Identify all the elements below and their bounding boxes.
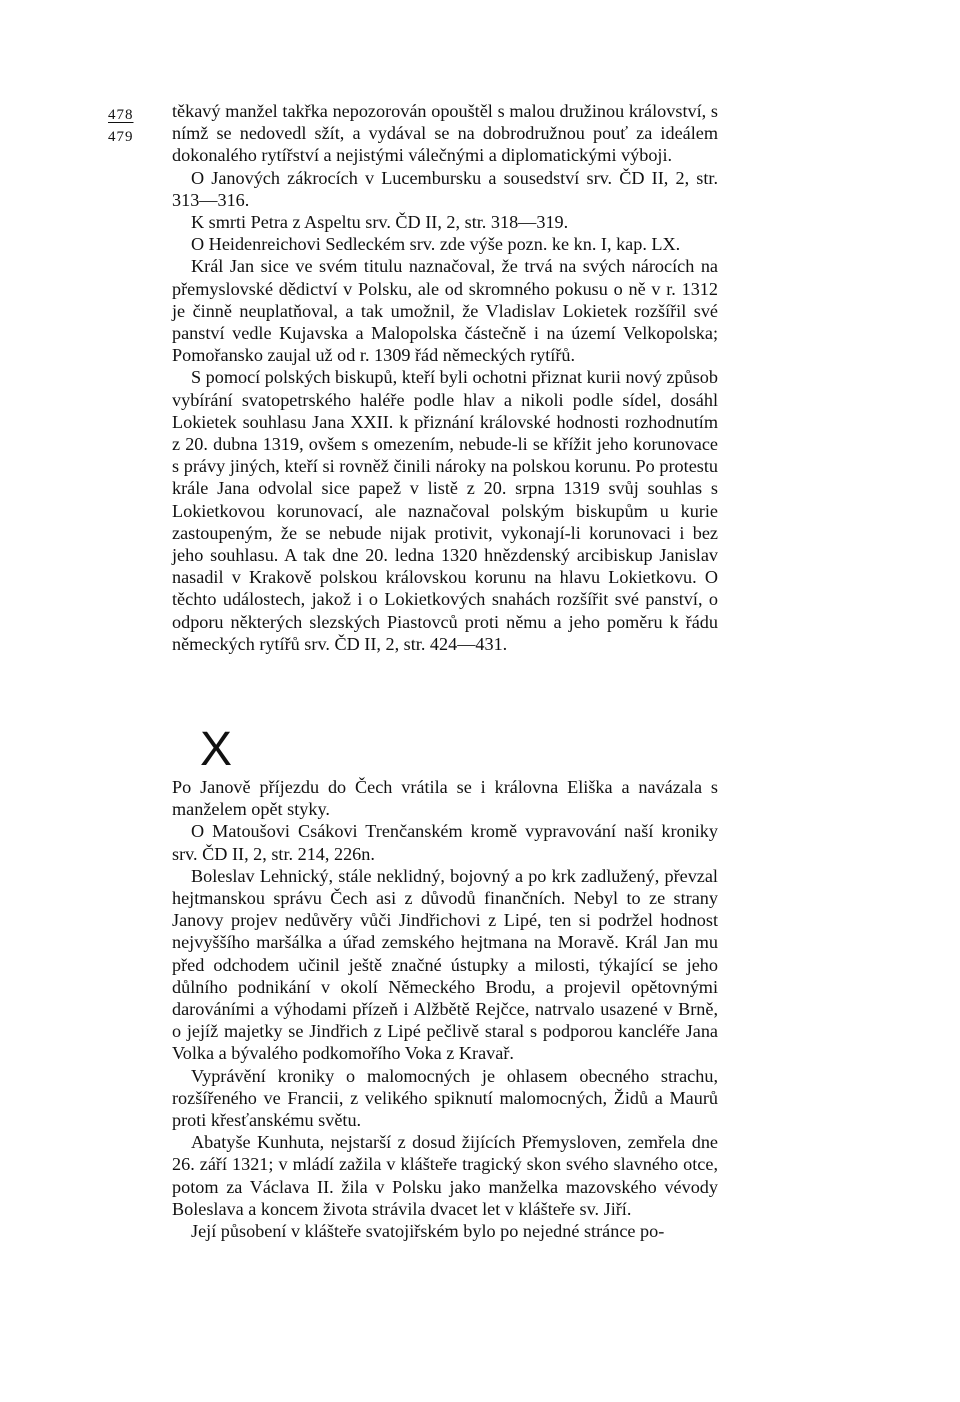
paragraph: Král Jan sice ve svém titulu naznačoval, že trvá na svých nárocích na přemyslovské dědictví v Polsku, ale od skromného pokusu o ně v r. 1312 je činně neuplatňoval, a tak umožnil, že Vladislav Lokietek rozšířil své panství vedle Kujavska a Malopolska částečně i na území Velkopolska; Pomořansko zaujal už od r. 1309 řád německých rytířů. xyxy=(172,256,718,366)
chapter-notes-text-block xyxy=(172,776,718,1242)
paragraph: těkavý manžel takřka nepozorován opouštěl s malou družinou království, s nímž se nedovedl sžít, a vydával se na dobrodružnou pouť za ideálem dokonalého rytířství a nejistými válečnými a diplomatickými výboji. xyxy=(172,101,718,166)
paragraph: Vyprávění kroniky o malomocných je ohlasem obecného strachu, rozšířeného ve Francii, z velikého spiknutí malomocných, Židů a Maurů proti křesťanskému světu. xyxy=(172,1065,718,1131)
margin-page-number-top: 478 xyxy=(108,107,134,123)
paragraph: O Janových zákrocích v Lucembursku a sousedství srv. ČD II, 2, str. 313—316. xyxy=(172,167,718,210)
paragraph: O Heidenreichovi Sedleckém srv. zde výše pozn. ke kn. I, kap. LX. xyxy=(191,234,681,255)
chapter-heading: X xyxy=(200,723,233,776)
paragraph: Boleslav Lehnický, stále neklidný, bojovný a po krk zadlužený, převzal hejtmanskou správu Čech asi z důvodů finančních. Nebyl to ze strany Janovy projev nedůvěry vůči Jindřichovi z Lipé, ten si podržel hodnost nejvyššího maršálka a úřad zemského hejtmana na Moravě. Král Jan mu před odchodem učinil ještě značné ústupky a milosti, týkající se jeho důlního podnikání v okolí Německého Brodu, a projevil opětovnými darováními a výhodami přízeň i Alžbětě Rejčce, natrvalo usazené v Brně, o jejíž majetky se Jindřich z Lipé pečlivě staral s podporou kancléře Jana Volka a bývalého podkomořího Voka z Kravař. xyxy=(172,865,718,1064)
paragraph: Abatyše Kunhuta, nejstarší z dosud žijících Přemysloven, zemřela dne 26. září 1321; v mládí zažila v klášteře tragický skon svého slavného otce, potom za Václava II. žila v Polsku jako manželka mazovského vévody Boleslava a koncem života strávila dvacet let v klášteře sv. Jiří. xyxy=(172,1132,718,1219)
paragraph: Po Janově příjezdu do Čech vrátila se i královna Eliška a navázala s manželem opět styky. xyxy=(172,777,718,820)
paragraph: K smrti Petra z Aspeltu srv. ČD II, 2, str. 318—319. xyxy=(191,212,569,233)
paragraph: Její působení v klášteře svatojiřském bylo po nejedné stránce po- xyxy=(191,1221,665,1242)
paragraph: S pomocí polských biskupů, kteří byli ochotni přiznat kurii nový způsob vybírání svatopetrského haléře podle hlav a nikoli podle sídel, dosáhl Lokietek souhlasu Jana XXII. k přiznání královské hodnosti rozhodnutím z 20. dubna 1319, ovšem s omezením, nebude-li se křížit jeho korunovace s právy jiných, kteří si rovněž činili nároky na polskou korunu. Po protestu krále Jana odvolal sice papež v listě z 20. srpna 1319 svůj souhlas s Lokietkovou korunovací, ale naznačoval polským biskupům u kurie zastoupeným, že se nebude nijak protivit, vykonají-li korunovaci i bez jeho souhlasu. A tak dne 20. ledna 1320 hnězdenský arcibiskup Janislav nasadil v Krakově polskou královskou korunu na hlavu Lokietkovu. O těchto událostech, jakož i o Lokietkových snahách rozšířit své panství, o odporu některých slezských Piastovců proti němu a jeho poměru k řádu německých rytířů srv. ČD II, 2, str. 424—431. xyxy=(172,367,718,654)
margin-page-number-bottom: 479 xyxy=(108,129,134,145)
margin-page-reference xyxy=(108,104,148,148)
paragraph: O Matoušovi Csákovi Trenčanském kromě vypravování naší kroniky srv. ČD II, 2, str. 214, 226n. xyxy=(172,821,718,864)
notes-text-block xyxy=(172,100,718,655)
